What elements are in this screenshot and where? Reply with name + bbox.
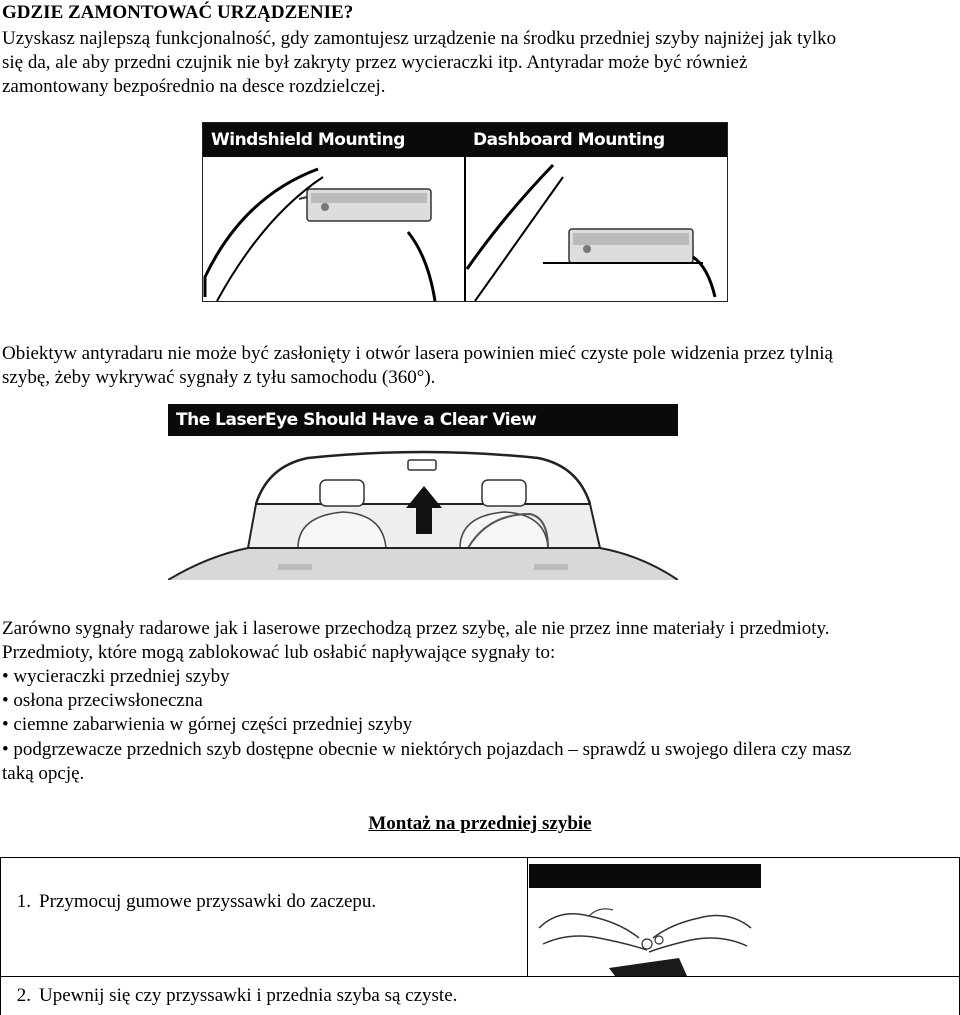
- lens-line-1: Obiektyw antyradaru nie może być zasłonięty i otwór lasera powinien mieć czyste pole widzenia przez tylnią: [2, 343, 833, 364]
- step-text: Upewnij się czy przyssawki i przednia szyba są czyste.: [39, 985, 458, 1006]
- section-heading: GDZIE ZAMONTOWAĆ URZĄDZENIE?: [2, 2, 354, 23]
- lens-line-2: szybę, żeby wykrywać sygnały z tyłu samochodu (360°).: [2, 367, 436, 388]
- step-number: 2.: [16, 985, 31, 1006]
- bullet-item: • wycieraczki przedniej szyby: [2, 666, 230, 687]
- signals-line-1: Zarówno sygnały radarowe jak i laserowe przechodzą przez szybę, ale nie przez inne materiały i przedmioty.: [2, 618, 830, 639]
- signals-line-2: Przedmioty, które mogą zablokować lub osłabić napływające sygnały to:: [2, 642, 556, 663]
- suction-cup-photo: [529, 864, 761, 976]
- step-number: 1.: [16, 891, 31, 912]
- bullet-item: • ciemne zabarwienia w górnej części przedniej szyby: [2, 714, 413, 735]
- step-2: [1, 984, 457, 1008]
- intro-line-2: się da, ale aby przedni czujnik nie był zakryty przez wycieraczki itp. Antyradar może być również: [2, 52, 748, 73]
- car-interior-illustration: [168, 436, 678, 580]
- bullet-item: • osłona przeciwsłoneczna: [2, 690, 203, 711]
- windshield-mounting-title: Windshield Mounting: [211, 130, 405, 150]
- mounting-illustration: [203, 157, 727, 301]
- laser-clear-view-figure: [168, 404, 678, 580]
- bullet-item: • podgrzewacze przednich szyb dostępne obecnie w niektórych pojazdach – sprawdź u swojego dilera czy masz: [2, 739, 852, 760]
- table-column-divider: [527, 858, 528, 976]
- intro-line-3: zamontowany bezpośrednio na desce rozdzielczej.: [2, 76, 386, 97]
- dashboard-mounting-title: Dashboard Mounting: [473, 130, 665, 150]
- intro-line-1: Uzyskasz najlepszą funkcjonalność, gdy zamontujesz urządzenie na środku przedniej szyby najniżej jak tylko: [2, 28, 837, 49]
- mounting-steps-table: [0, 857, 960, 1015]
- bullet-item-continuation: taką opcję.: [2, 763, 85, 784]
- mounting-section-title: Montaż na przedniej szybie: [368, 813, 592, 834]
- hands-attaching-suction-cups-illustration: [529, 888, 761, 976]
- step-1: [1, 890, 376, 914]
- mounting-options-figure: [202, 122, 728, 302]
- step-text: Przymocuj gumowe przyssawki do zaczepu.: [39, 891, 377, 912]
- laser-figure-title: The LaserEye Should Have a Clear View: [168, 404, 678, 436]
- table-row-divider: [1, 976, 959, 977]
- photo-header-bar: [529, 864, 761, 888]
